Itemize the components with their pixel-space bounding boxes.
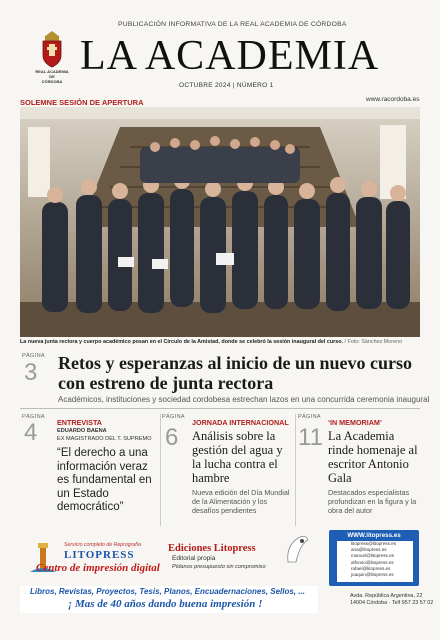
col3-summary: Destacados especialistas profundizan en la figura y la obra del autor (328, 488, 417, 515)
website-link[interactable]: www.racordoba.es (366, 96, 420, 103)
col1-kicker: ENTREVISTA (57, 418, 102, 427)
banner-slogan: ¡ Mas de 40 años dando buena impresión ! (68, 598, 263, 610)
ediciones-tagline: Pídanos presupuesto sin compromiso (172, 564, 266, 570)
lead-page-number: 3 (24, 359, 38, 386)
crest-line-2: DE (49, 74, 55, 79)
col3-page-number: 11 (298, 424, 323, 451)
section-divider (20, 408, 420, 409)
publication-title: LA ACADEMIA (80, 33, 380, 79)
banner-services: Libros, Revistas, Proyectos, Tesis, Planos, Encuadernaciones, Sellos, ... (30, 587, 305, 596)
col3-page-label: PÁGINA (298, 414, 321, 420)
crest-line-1: REAL ACADEMIA (35, 69, 69, 74)
group-photo (20, 107, 420, 337)
caption-text: La nueva junta rectora y cuerpo académico posan en el Círculo de la Amistad, donde se celebró la sesión inaugural del curso. (20, 339, 344, 345)
photo-credit: / Foto: Sánchez Moreno (344, 339, 403, 345)
lead-headline[interactable]: Retos y esperanzas al inicio de un nuevo curso con estreno de junta rectora (58, 353, 413, 393)
col3-headline[interactable]: La Academia rinde homenaje al escritor Antonio Gala (328, 429, 418, 485)
col2-headline[interactable]: Análisis sobre la gestión del agua y la lucha contra el hambre (192, 429, 283, 485)
contact-box (329, 530, 419, 586)
email-item[interactable]: manuel@litopress.es (351, 553, 394, 559)
academy-crest-logo (38, 29, 66, 69)
column-divider-1 (160, 414, 161, 526)
col1-page-label: PÁGINA (22, 414, 45, 420)
print-center-tag: Centro de impresión digital (36, 562, 160, 574)
contact-url[interactable]: WWW.litopress.es (347, 532, 401, 539)
email-item[interactable]: joaquin@litopress.es (351, 572, 394, 578)
col2-page-number: 6 (165, 424, 179, 451)
litopress-brand: LITOPRESS (64, 549, 135, 561)
issue-info: OCTUBRE 2024 | NÚMERO 1 (179, 82, 274, 89)
col3-kicker: ‘IN MEMORIAM’ (328, 418, 382, 427)
col1-name: EDUARDO BAENA (57, 428, 107, 434)
email-item[interactable]: alfonso@litopress.es (351, 559, 394, 565)
litopress-banner (20, 586, 318, 613)
publication-kicker: PUBLICACIÓN INFORMATIVA DE LA REAL ACADEMIA DE CÓRDOBA (118, 21, 347, 28)
col2-kicker: JORNADA INTERNACIONAL (192, 418, 289, 427)
col2-summary: Nueva edición del Día Mundial de la Alimentación y los desafíos pendientes (192, 488, 290, 515)
ediciones-subtitle: Editorial propia (172, 555, 216, 562)
contact-ad (323, 530, 434, 635)
address-line-1: Avda. República Argentina, 22 (350, 593, 423, 599)
photo-caption (20, 339, 402, 345)
lead-section-tag: SOLEMNE SESIÓN DE APERTURA (20, 98, 144, 107)
email-item[interactable]: ana@litopress.es (351, 547, 387, 553)
repro-service-text: Servicio completo de Reprografía (64, 542, 141, 548)
quill-mascot-icon (282, 532, 310, 566)
column-divider-2 (295, 414, 296, 526)
lead-subheadline: Académicos, instituciones y sociedad cordobesa estrechan lazos en una concurrida ceremonia inaugural (58, 395, 430, 404)
address-line-2: 14004 Córdoba · Telf 957 23 57 02 (350, 600, 434, 606)
email-list (337, 541, 413, 582)
email-item[interactable]: rafael@litopress.es (351, 565, 391, 571)
col2-page-label: PÁGINA (162, 414, 185, 420)
ediciones-title: Ediciones Litopress (168, 543, 256, 554)
col1-role: EX MAGISTRADO DEL T. SUPREMO (57, 436, 152, 442)
col1-page-number: 4 (24, 419, 38, 446)
email-item[interactable]: litopress@litopress.es (351, 541, 397, 546)
col1-quote[interactable]: “El derecho a una información veraz es fundamental en un Estado democrático” (57, 447, 152, 513)
crest-caption (28, 69, 76, 84)
lead-page-label: PÁGINA (22, 353, 45, 359)
address-block (350, 593, 433, 607)
crest-line-3: CÓRDOBA (41, 79, 63, 84)
